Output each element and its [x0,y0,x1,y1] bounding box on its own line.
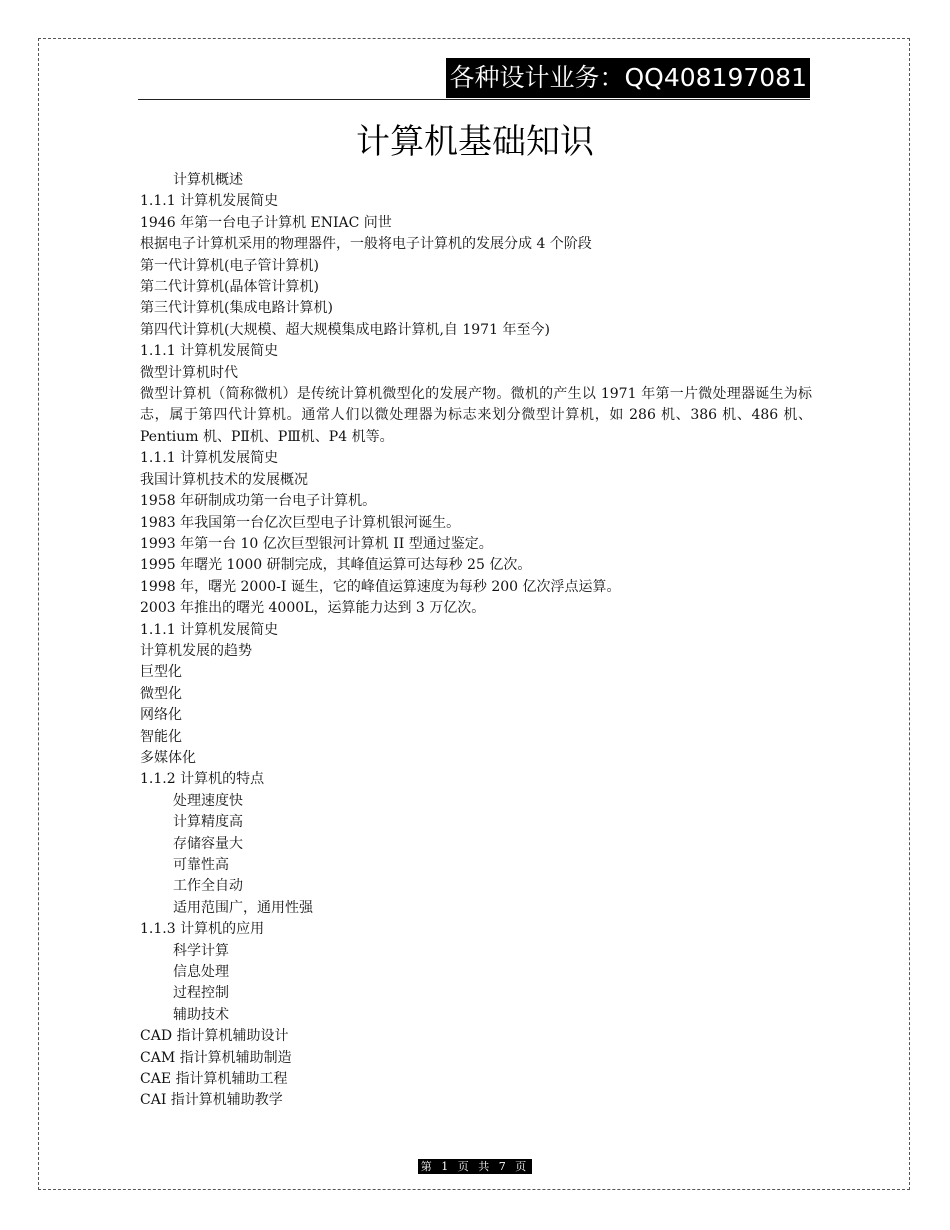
body-line: 辅助技术 [173,1006,229,1023]
body-line: 存储容量大 [173,835,243,852]
page-footer [0,1157,950,1175]
body-line: CAI 指计算机辅助教学 [140,1092,283,1109]
body-line: 计算机概述 [173,172,243,188]
document-title: 计算机基础知识 [356,122,594,162]
body-line: 计算机发展的趋势 [140,642,252,659]
body-line: 根据电子计算机采用的物理器件，一般将电子计算机的发展分成 4 个阶段 [140,236,592,253]
header-rule [138,99,810,100]
body-line: 网络化 [140,707,182,724]
body-line: 可靠性高 [173,857,229,873]
body-line: 1.1.1 计算机发展简史 [140,193,279,210]
body-line: 多媒体化 [140,749,196,766]
body-line: 1993 年第一台 10 亿次巨型银河计算机 II 型通过鉴定。 [140,535,493,552]
body-line: 1995 年曙光 1000 研制完成，其峰值运算可达每秒 25 亿次。 [140,557,532,574]
body-line: 计算精度高 [173,814,243,831]
body-line: 巨型化 [140,664,182,681]
body-line: 1.1.3 计算机的应用 [140,921,265,938]
body-line: 1.1.1 计算机发展简史 [140,343,279,360]
body-line: 1983 年我国第一台亿次巨型电子计算机银河诞生。 [140,514,461,531]
body-line: 1946 年第一台电子计算机 ENIAC 问世 [140,214,392,231]
body-line: 过程控制 [173,985,229,1002]
body-line: 工作全自动 [173,878,243,895]
body-line: 第四代计算机(大规模、超大规模集成电路计算机,自 1971 年至今) [140,321,550,338]
body-line: 微型计算机时代 [140,364,238,381]
body-line: CAM 指计算机辅助制造 [140,1049,292,1066]
body-line: 1.1.2 计算机的特点 [140,771,265,788]
body-line: 1998 年，曙光 2000-I 诞生，它的峰值运算速度为每秒 200 亿次浮点运算。 [140,578,621,595]
body-line: 第三代计算机(集成电路计算机) [140,300,333,317]
body-line: 科学计算 [173,942,229,959]
page-number: 第 1 页 共 7 页 [418,1159,532,1174]
document-body [140,170,812,1112]
body-line: CAD 指计算机辅助设计 [140,1028,289,1045]
body-line: 信息处理 [173,964,229,981]
body-line: 第一代计算机(电子管计算机) [140,257,319,274]
body-line: 处理速度快 [173,792,243,809]
body-line: 智能化 [140,728,182,745]
body-line: CAE 指计算机辅助工程 [140,1071,288,1088]
body-line: 第二代计算机(晶体管计算机) [140,279,319,296]
header-banner: 各种设计业务：QQ408197081 [446,58,810,98]
body-line: 2003 年推出的曙光 4000L，运算能力达到 3 万亿次。 [140,600,486,617]
body-line: 适用范围广，通用性强 [173,899,313,916]
body-paragraph: 微型计算机（简称微机）是传统计算机微型化的发展产物。微机的产生以 1971 年第一片微处理器诞生为标志，属于第四代计算机。通常人们以微处理器为标志来划分微型计算机，如 286 机、386 机、486 机、Pentium 机、PⅡ机、PⅢ机、P4 机等。 [140,386,812,445]
body-line: 1.1.1 计算机发展简史 [140,450,279,467]
body-line: 1958 年研制成功第一台电子计算机。 [140,493,377,510]
body-line: 1.1.1 计算机发展简史 [140,621,279,638]
body-line: 微型化 [140,685,182,702]
body-line: 我国计算机技术的发展概况 [140,471,308,488]
